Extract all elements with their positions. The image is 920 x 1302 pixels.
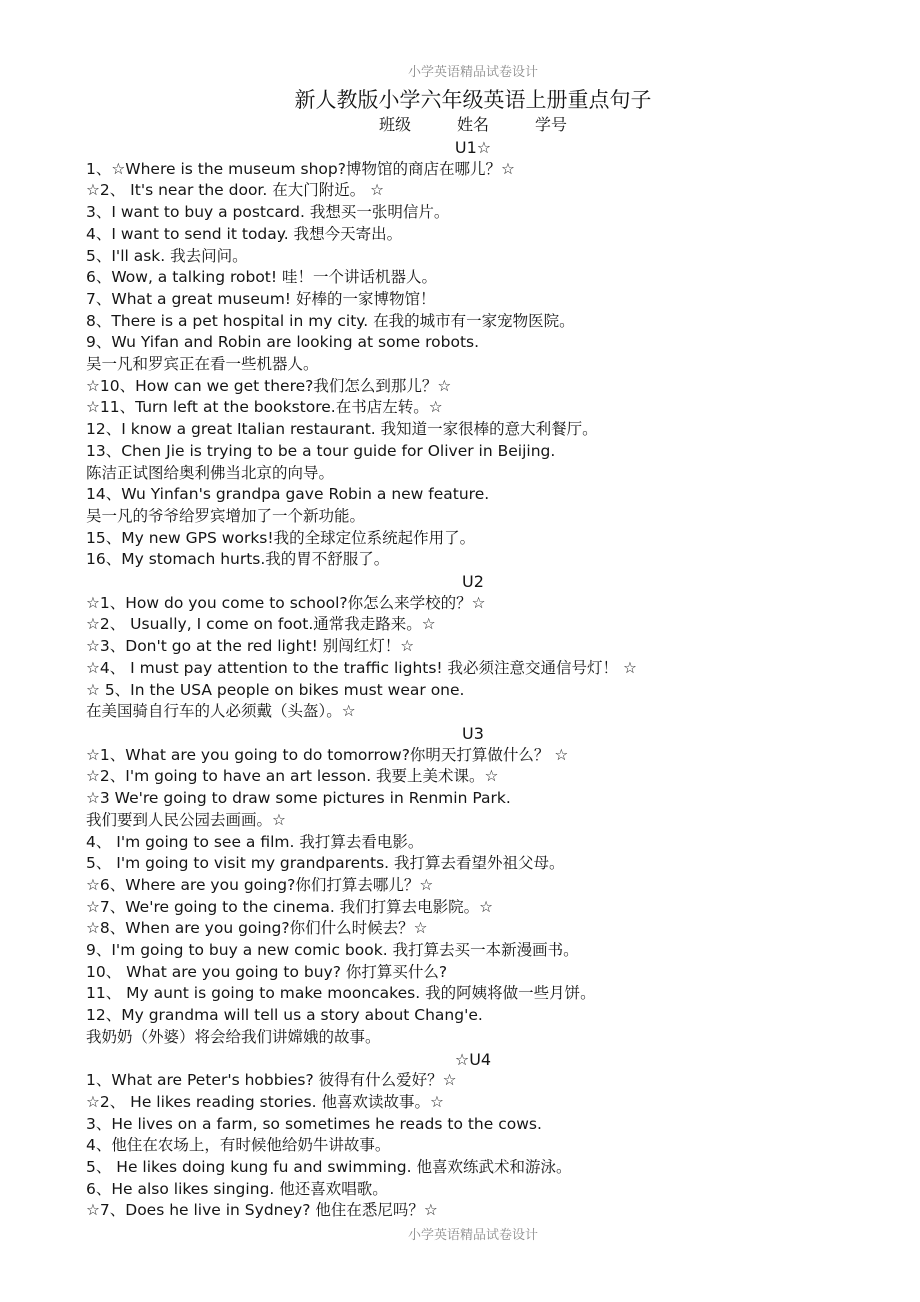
class-label: 班级 <box>378 117 411 134</box>
sentence-line: 9、Wu Yifan and Robin are looking at some robots. <box>86 333 480 352</box>
sentence-line: 4、 I'm going to see a film. 我打算去看电影。 <box>86 832 424 851</box>
sentence-line: 1、What are Peter's hobbies? 彼得有什么爱好？☆ <box>86 1071 457 1090</box>
section-heading-u2: U2 <box>462 572 484 592</box>
sentence-line: 11、 My aunt is going to make mooncakes. 我的阿姨将做一些月饼。 <box>86 984 596 1003</box>
sentence-line: ☆3、Don't go at the red light! 别闯红灯！☆ <box>86 637 415 656</box>
doc-footer-note: 小学英语精品试卷设计 <box>407 1227 538 1243</box>
sentence-line: 5、I'll ask. 我去问问。 <box>86 246 248 265</box>
sentence-line: 4、他住在农场上，有时候他给奶牛讲故事。 <box>86 1136 391 1155</box>
sentence-line: 吴一凡的爷爷给罗宾增加了一个新功能。 <box>86 506 366 525</box>
sentence-line: ☆2、I'm going to have an art lesson. 我要上美术课。☆ <box>86 767 499 786</box>
sentence-line: 我奶奶（外婆）将会给我们讲嫦娥的故事。 <box>86 1027 381 1046</box>
section-heading-u4: ☆U4 <box>454 1049 492 1069</box>
sentence-line: 12、I know a great Italian restaurant. 我知道一家很棒的意大利餐厅。 <box>86 420 598 439</box>
section-heading-u1: U1☆ <box>454 138 492 157</box>
sentence-line: 陈洁正试图给奥利佛当北京的向导。 <box>86 463 335 482</box>
sentence-line: 我们要到人民公园去画画。☆ <box>86 810 286 829</box>
sentence-line: ☆10、How can we get there?我们怎么到那儿？☆ <box>86 376 452 395</box>
sentence-line: 5、 I'm going to visit my grandparents. 我打算去看望外祖父母。 <box>86 854 565 873</box>
sentence-line: 在美国骑自行车的人必须戴（头盔）。☆ <box>86 702 356 721</box>
sentence-line: ☆2、 It's near the door. 在大门附近。 ☆ <box>86 181 385 200</box>
sentence-line: ☆11、Turn left at the bookstore.在书店左转。☆ <box>86 398 443 417</box>
sentence-line: 3、He lives on a farm, so sometimes he reads to the cows. <box>86 1114 542 1133</box>
sentence-line: ☆3 We're going to draw some pictures in Renmin Park. <box>86 789 511 808</box>
sentence-line: 13、Chen Jie is trying to be a tour guide for Oliver in Beijing. <box>86 441 556 460</box>
sections <box>86 137 860 1222</box>
sentence-line: ☆1、What are you going to do tomorrow?你明天打算做什么？ ☆ <box>86 745 569 764</box>
sentence-line: 10、 What are you going to buy? 你打算买什么? <box>86 962 448 981</box>
student-id-label: 学号 <box>535 117 568 134</box>
name-label: 姓名 <box>456 117 489 134</box>
sentence-line: ☆7、We're going to the cinema. 我们打算去电影院。☆ <box>86 897 494 916</box>
sentence-line: ☆1、How do you come to school?你怎么来学校的？☆ <box>86 593 486 612</box>
page-title: 新人教版小学六年级英语上册重点句子 <box>294 88 652 112</box>
sentence-line: 15、My new GPS works!我的全球定位系统起作用了。 <box>86 528 476 547</box>
sentence-line: ☆2、 Usually, I come on foot.通常我走路来。☆ <box>86 615 436 634</box>
doc-header-note: 小学英语精品试卷设计 <box>407 64 538 79</box>
sentence-line: 3、I want to buy a postcard. 我想买一张明信片。 <box>86 203 450 222</box>
sentence-line: 1、☆Where is the museum shop?博物馆的商店在哪儿？☆ <box>86 159 515 178</box>
sentence-line: ☆7、Does he live in Sydney? 他住在悉尼吗？☆ <box>86 1201 438 1220</box>
sentence-line: ☆4、 I must pay attention to the traffic lights! 我必须注意交通信号灯！ ☆ <box>86 658 637 677</box>
sentence-line: 14、Wu Yinfan's grandpa gave Robin a new feature. <box>86 485 490 504</box>
sentence-line: ☆6、Where are you going?你们打算去哪儿？☆ <box>86 875 434 894</box>
sentence-line: ☆2、 He likes reading stories. 他喜欢读故事。☆ <box>86 1092 444 1111</box>
sentence-line: 5、 He likes doing kung fu and swimming. 他喜欢练武术和游泳。 <box>86 1158 572 1177</box>
sentence-line: ☆ 5、In the USA people on bikes must wear one. <box>86 680 465 699</box>
student-info-line <box>86 116 860 136</box>
sentence-line: 9、I'm going to buy a new comic book. 我打算去买一本新漫画书。 <box>86 941 579 960</box>
sentence-line: 12、My grandma will tell us a story about Chang'e. <box>86 1006 483 1025</box>
sentence-line: ☆8、When are you going?你们什么时候去？☆ <box>86 919 428 938</box>
sentence-line: 吴一凡和罗宾正在看一些机器人。 <box>86 355 319 374</box>
section-heading-u3: U3 <box>462 723 484 743</box>
sentence-line: 6、Wow, a talking robot! 哇！一个讲话机器人。 <box>86 268 438 287</box>
sentence-line: 8、There is a pet hospital in my city. 在我的城市有一家宠物医院。 <box>86 311 575 330</box>
sentence-line: 7、What a great museum! 好棒的一家博物馆！ <box>86 289 436 308</box>
sentence-line: 4、I want to send it today. 我想今天寄出。 <box>86 224 403 243</box>
sentence-line: 6、He also likes singing. 他还喜欢唱歌。 <box>86 1179 388 1198</box>
sentence-line: 16、My stomach hurts.我的胃不舒服了。 <box>86 550 390 569</box>
